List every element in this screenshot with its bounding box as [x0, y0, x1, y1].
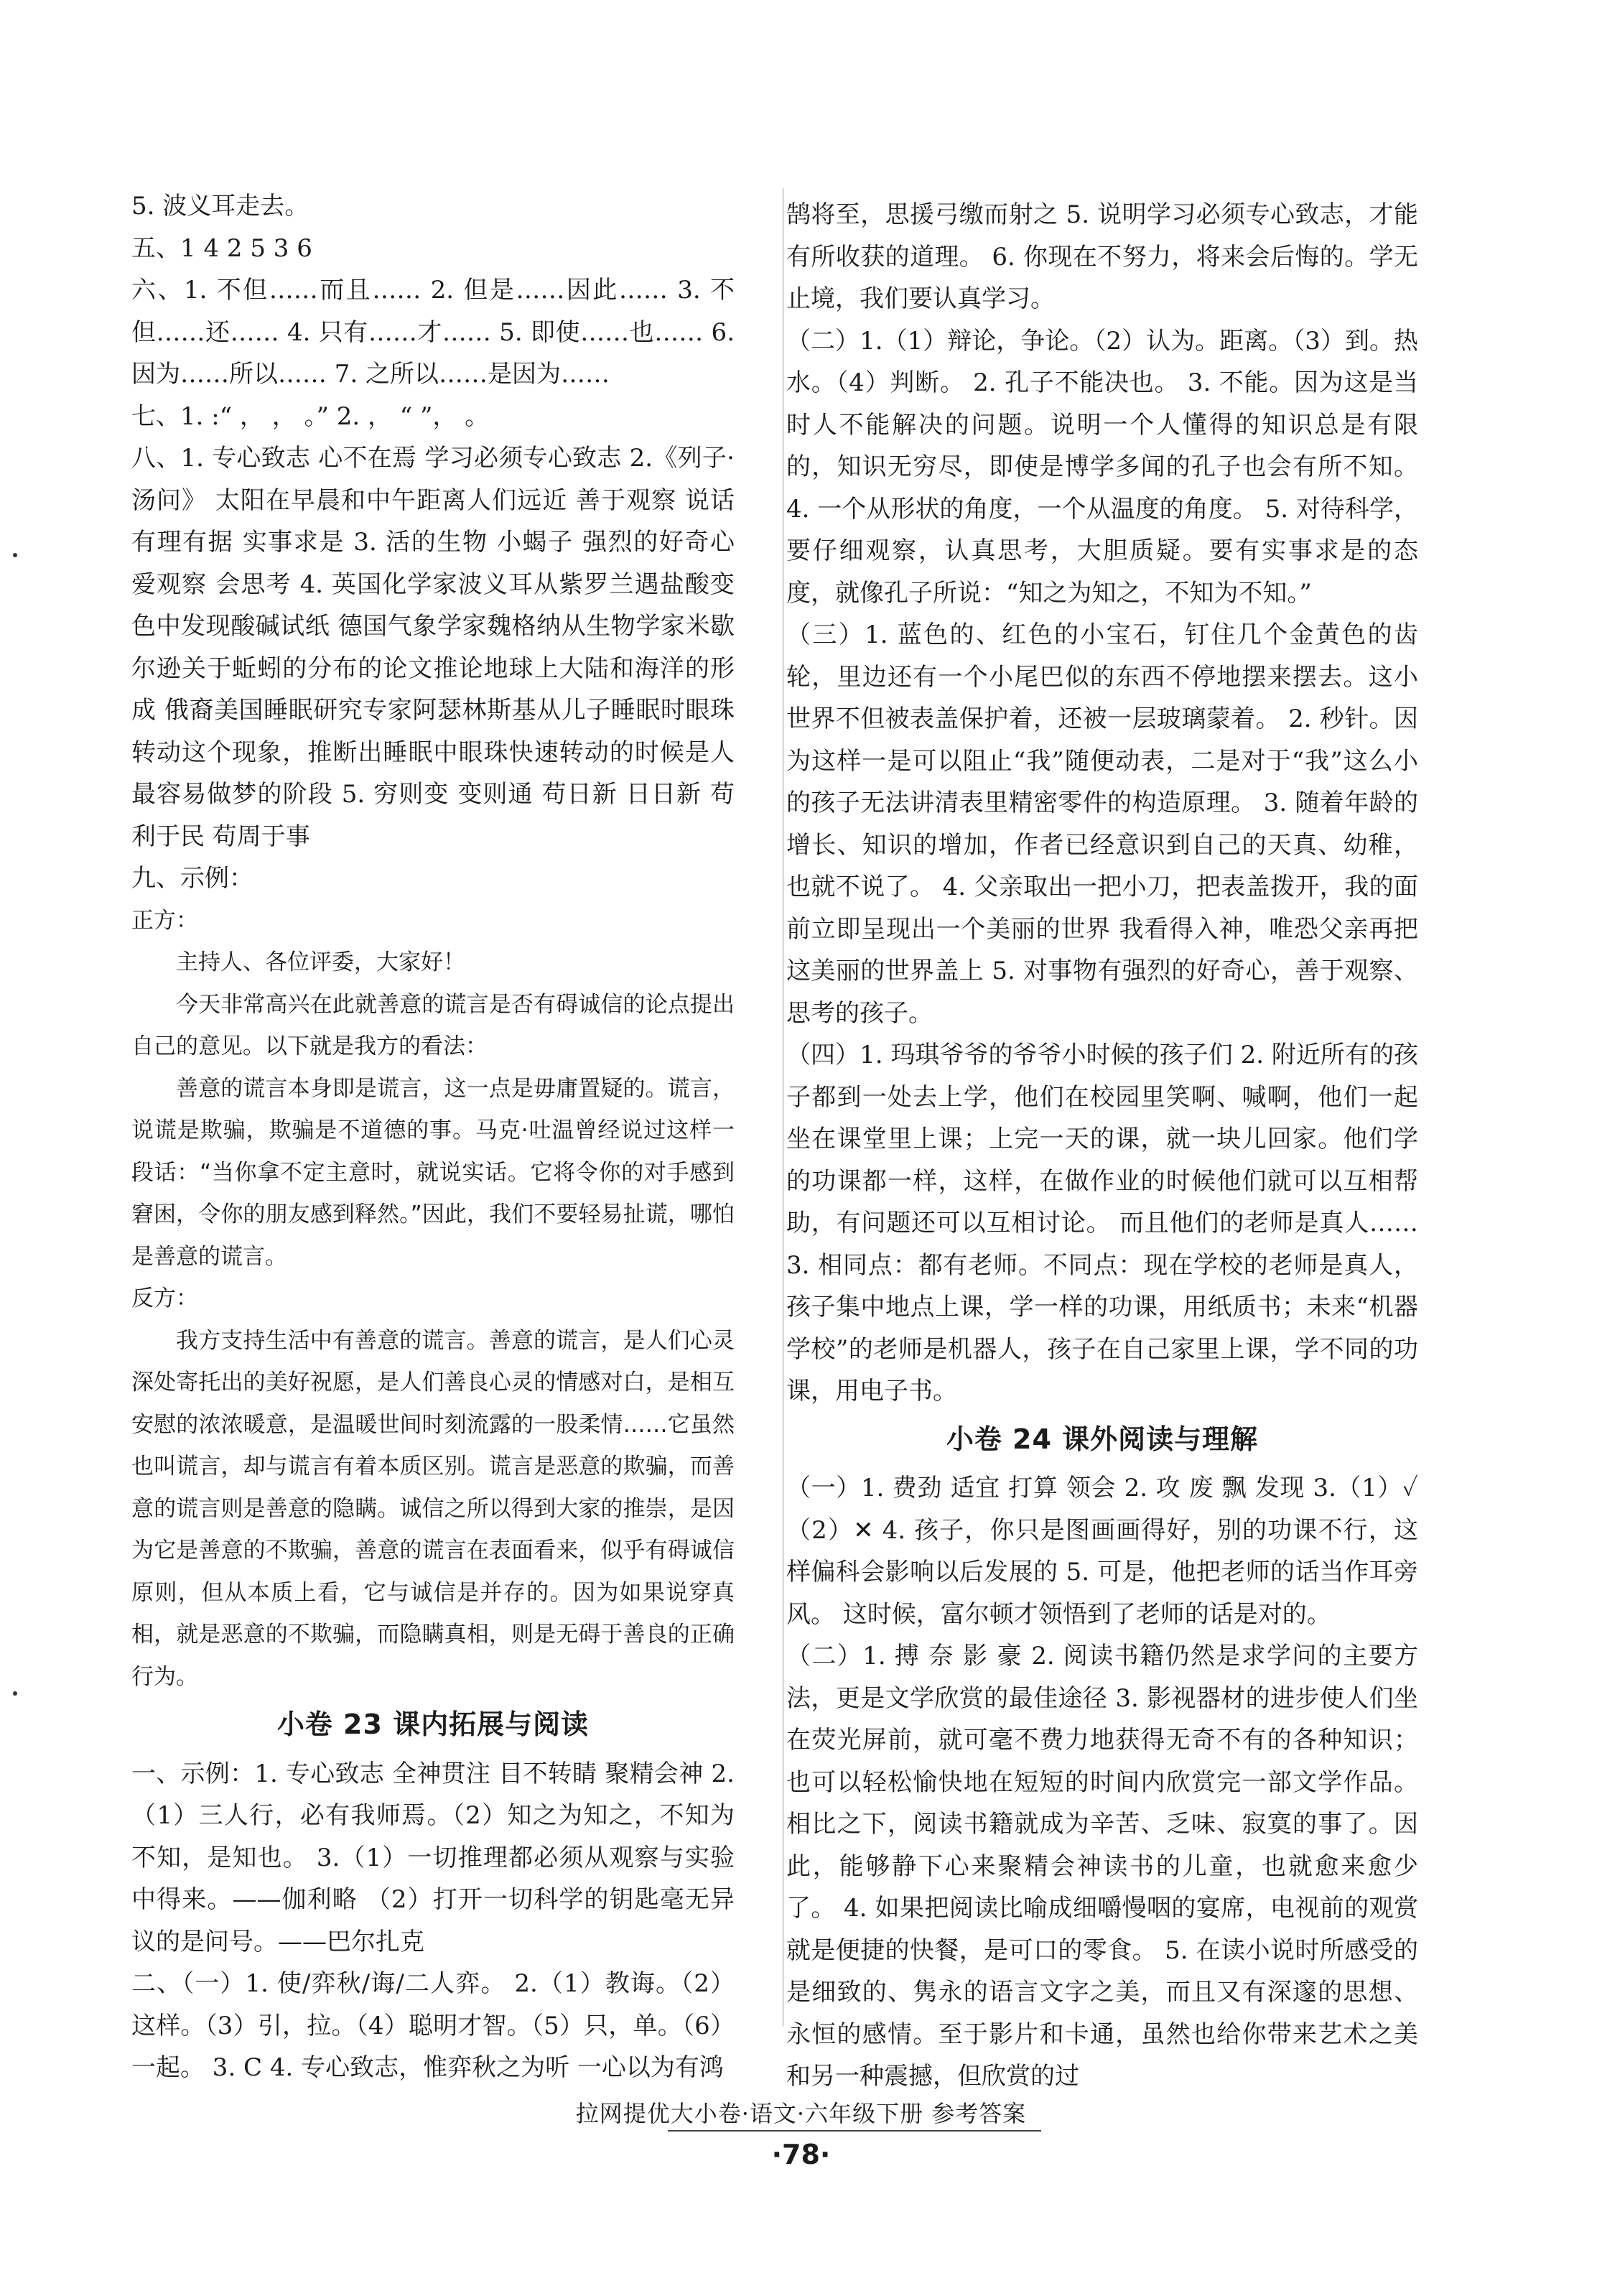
answer-line: （一）1. 费劲 适宜 打算 领会 2. 攻 废 飘 发现 3.（1）✓ （2）✕ 4. 孩子，你只是图画画得好，别的功课不行，这样偏科会影响以后发展的 5. 可是，他把老师的话当作耳旁风。 这时候，富尔顿才领悟到了老师的话是对的。 [786, 1474, 1418, 1629]
con-label: 反方： [131, 1286, 198, 1311]
pro-label: 正方： [131, 907, 198, 934]
scan-mark [13, 1691, 17, 1696]
right-column [786, 194, 1418, 2098]
answer-line: 九、示例： [131, 864, 253, 893]
answer-line: （三）1. 蓝色的、红色的小宝石，钉住几个金黄色的齿轮，里边还有一个小尾巴似的东西不停地摆来摆去。这小世界不但被表盖保护着，还被一层玻璃蒙着。 2. 秒针。因为这样一是可以阻止“我”随便动表，二是对于“我”这么小的孩子无法讲清表里精密零件的构造原理。 3. 随着年龄的增长、知识的增加，作者已经意识到自己的天真、幼稚，也就不说了。 4. 父亲取出一把小刀，把表盖拨开，我的面前立即呈现出一个美丽的世界 我看得入神，唯恐父亲再把这美丽的世界盖上 5. 对事物有强烈的好奇心，善于观察、思考的孩子。 [786, 621, 1418, 1028]
answer-line: 五、1 4 2 5 3 6 [131, 233, 312, 263]
section-title-24: 小卷 24 课外阅读与理解 [946, 1423, 1259, 1455]
answer-line: 鹄将至，思援弓缴而射之 5. 说明学习必须专心致志，才能有所收获的道理。 6. 你现在不努力，将来会后悔的。学无止境，我们要认真学习。 [786, 200, 1418, 313]
left-column [131, 185, 735, 2089]
con-paragraph: 我方支持生活中有善意的谎言。善意的谎言，是人们心灵深处寄托出的美好祝愿，是人们善良心灵的情感对白，是相互安慰的浓浓暖意，是温暖世间时刻流露的一股柔情……它虽然也叫谎言，却与谎言有着本质区别。谎言是恶意的欺骗，而善意的谎言则是善意的隐瞒。诚信之所以得到大家的推崇，是因为它是善意的不欺骗，善意的谎言在表面看来，似乎有碍诚信原则，但从本质上看，它与诚信是并存的。因为如果说穿真相，就是恶意的不欺骗，而隐瞒真相，则是无碍于善良的正确行为。 [131, 1327, 735, 1690]
answer-line: （二）1. 搏 奈 影 豪 2. 阅读书籍仍然是求学问的主要方法，更是文学欣赏的最佳途径 3. 影视器材的进步使人们坐在荧光屏前，就可毫不费力地获得无奇不有的各种知识；也可以轻松愉快地在短短的时间内欣赏完一部文学作品。相比之下，阅读书籍就成为辛苦、乏味、寂寞的事了。因此，能够静下心来聚精会神读书的儿童，也就愈来愈少了。 4. 如果把阅读比喻成细嚼慢咽的宴席，电视前的观赏就是便捷的快餐，是可口的零食。 5. 在读小说时所感受的是细致的、隽永的语言文字之美，而且又有深邃的思想、永恒的感情。至于影片和卡通，虽然也给你带来艺术之美和另一种震撼，但欣赏的过 [786, 1642, 1418, 2091]
page-number: ·78· [771, 2139, 831, 2170]
answer-line: 一、示例：1. 专心致志 全神贯注 目不转睛 聚精会神 2.（1）三人行，必有我师焉。（2）知之为知之，不知为不知，是知也。 3.（1）一切推理都必须从观察与实验中得来。——伽利略 （2）打开一切科学的钥匙毫无异议的是问号。——巴尔扎克 [131, 1759, 735, 1956]
answer-line: （四）1. 玛琪爷爷的爷爷小时候的孩子们 2. 附近所有的孩子都到一处去上学，他们在校园里笑啊、喊啊，他们一起坐在课堂里上课；上完一天的课，就一块儿回家。他们学的功课都一样，这样，在做作业的时候他们就可以互相帮助，有问题还可以互相讨论。 而且他们的老师是真人…… 3. 相同点：都有老师。不同点：现在学校的老师是真人，孩子集中地点上课，学一样的功课，用纸质书；未来“机器学校”的老师是机器人，孩子在自己家里上课，学不同的功课，用电子书。 [786, 1041, 1418, 1405]
section-title-23: 小卷 23 课内拓展与阅读 [276, 1709, 590, 1740]
answer-line: 七、1. :“ ， ， 。” 2. ， “ ”， 。 [131, 401, 490, 431]
scan-mark [13, 553, 17, 557]
answer-line: 八、1. 专心致志 心不在焉 学习必须专心致志 2.《列子·汤问》 太阳在早晨和中午距离人们远近 善于观察 说话有理有据 实事求是 3. 活的生物 小蝎子 强烈的好奇心 爱观察 会思考 4. 英国化学家波义耳从紫罗兰遇盐酸变色中发现酸碱试纸 德国气象学家魏格纳从生物学家米歇尔逊关于蚯蚓的分布的论文推论地球上大陆和海洋的形成 俄裔美国睡眠研究专家阿瑟林斯基从儿子睡眠时眼珠转动这个现象，推断出睡眠中眼珠快速转动的时候是人最容易做梦的阶段 5. 穷则变 变则通 苟日新 日日新 苟利于民 苟周于事 [131, 444, 735, 851]
pro-paragraph: 主持人、各位评委，大家好！ [176, 949, 465, 975]
footer-title: 拉网提优大小卷·语文·六年级下册 参考答案 [575, 2100, 1027, 2127]
pro-paragraph: 善意的谎言本身即是谎言，这一点是毋庸置疑的。谎言，说谎是欺骗，欺骗是不道德的事。马克·吐温曾经说过这样一段话：“当你拿不定主意时，就说实话。它将令你的对手感到窘困，令你的朋友感到释然。”因此，我们不要轻易扯谎，哪怕是善意的谎言。 [131, 1075, 735, 1270]
pro-paragraph: 今天非常高兴在此就善意的谎言是否有碍诚信的论点提出自己的意见。以下就是我方的看法： [131, 991, 735, 1059]
answer-line: 二、（一）1. 使/弈秋/诲/二人弈。 2.（1）教诲。（2）这样。（3）引，拉。（4）聪明才智。（5）只，单。（6）一起。 3. C 4. 专心致志，惟弈秋之为听 一心以为有鸿 [131, 1969, 735, 2082]
answer-line: （二）1.（1）辩论，争论。（2）认为。距离。（3）到。热水。（4）判断。 2. 孔子不能决也。 3. 不能。因为这是当时人不能解决的问题。说明一个人懂得的知识总是有限的，知识无穷尽，即使是博学多闻的孔子也会有所不知。 4. 一个从形状的角度，一个从温度的角度。 5. 对待科学，要仔细观察，认真思考，大胆质疑。要有实事求是的态度，就像孔子所说：“知之为知之，不知为不知。” [786, 326, 1418, 608]
answer-line: 5. 波义耳走去。 [131, 192, 309, 220]
footer-rule [668, 2130, 1041, 2132]
answer-line: 六、1. 不但……而且…… 2. 但是……因此…… 3. 不但……还…… 4. 只有……才…… 5. 即使……也…… 6. 因为……所以…… 7. 之所以……是因为…… [131, 276, 735, 389]
